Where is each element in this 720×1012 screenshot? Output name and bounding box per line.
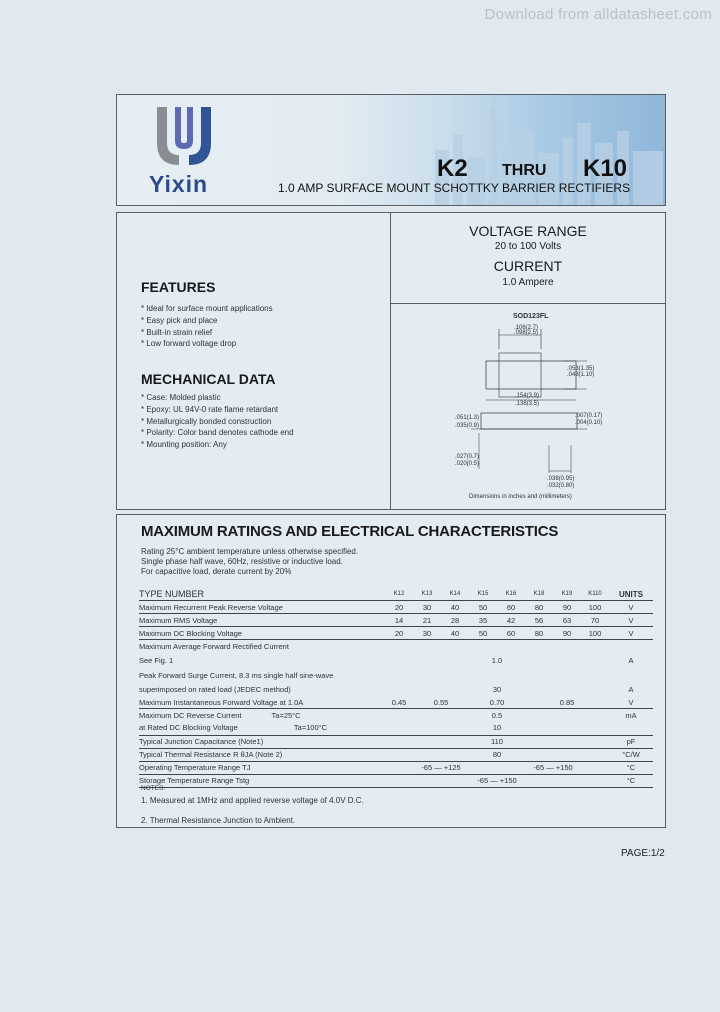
features-title: FEATURES xyxy=(141,279,216,295)
value-cell: 10 xyxy=(492,723,502,733)
value-cell: 0.45 xyxy=(391,697,407,707)
ratings-table xyxy=(139,588,653,788)
dim-label: .035(0.9) xyxy=(455,423,480,429)
table-row xyxy=(139,627,653,640)
dim-label: .053(1.35) xyxy=(567,366,595,372)
current-value: 1.0 Ampere xyxy=(502,277,554,288)
param-label: at Rated DC Blocking Voltage xyxy=(139,723,238,733)
value-cell: 20 xyxy=(385,627,413,640)
notes-heading: NOTES: xyxy=(141,785,166,792)
table-header-row xyxy=(139,588,653,601)
value-cell: 0.55 xyxy=(433,697,449,707)
header-cell: K19 xyxy=(561,591,573,597)
dim-label: .038(0.95) xyxy=(547,476,575,482)
table-row xyxy=(139,682,653,696)
value-cell: 56 xyxy=(525,614,553,627)
yixin-logo-icon xyxy=(151,103,217,171)
package-outline-drawing xyxy=(391,305,665,509)
header-cell: K16 xyxy=(505,591,517,597)
dim-label: .032(0.80) xyxy=(547,483,575,489)
value-cell: 50 xyxy=(469,601,497,614)
unit-cell: mA xyxy=(609,709,653,722)
notes xyxy=(141,785,364,827)
value-cell: 42 xyxy=(497,614,525,627)
value-cell: 63 xyxy=(553,614,581,627)
part-range-end: K10 xyxy=(583,155,628,182)
value-cell: 110 xyxy=(385,735,609,748)
feature-item: * Built-in strain relief xyxy=(141,327,213,337)
table-row xyxy=(139,652,653,668)
value-cell: 90 xyxy=(553,627,581,640)
param-cell: Maximum Instantaneous Forward Voltage at 1.0A xyxy=(139,697,304,707)
table-row xyxy=(139,601,653,614)
value-cell: 70 xyxy=(581,614,609,627)
unit-cell: pF xyxy=(609,735,653,748)
param-cell: Maximum Recurrent Peak Reverse Voltage xyxy=(139,601,385,614)
value-cell: 60 xyxy=(497,627,525,640)
header-banner xyxy=(116,94,666,206)
dim-label: .027(0.7) xyxy=(455,454,480,460)
unit-cell xyxy=(609,721,653,735)
dim-label: .004(0.10) xyxy=(575,420,603,426)
header-cell: K13 xyxy=(421,591,433,597)
dim-label: .098(2.5) xyxy=(514,330,539,336)
value-cell: 100 xyxy=(581,627,609,640)
value-cell: -65 — +150 xyxy=(497,761,609,774)
param-label: Maximum DC Reverse Current xyxy=(139,710,242,720)
header-cell: TYPE NUMBER xyxy=(139,589,205,599)
mechanical-item: * Polarity: Color band denotes cathode end xyxy=(141,428,294,438)
param-cell: Maximum Average Forward Rectified Current xyxy=(139,640,653,653)
brand-name: Yixin xyxy=(149,171,209,197)
header-cell: K12 xyxy=(393,591,405,597)
table-row xyxy=(139,709,653,722)
value-cell: 80 xyxy=(385,748,609,761)
header-cell: K18 xyxy=(533,591,545,597)
features-panel xyxy=(116,212,666,510)
table-row xyxy=(139,721,653,735)
param-cell xyxy=(139,721,385,735)
value-cell: 50 xyxy=(469,627,497,640)
param-cell: Storage Temperature Range Tstg xyxy=(139,774,385,787)
package-name: SOD123FL xyxy=(513,313,549,320)
table-row xyxy=(139,668,653,682)
feature-item: * Low forward voltage drop xyxy=(141,339,237,349)
value-cell: 100 xyxy=(581,601,609,614)
value-cell: 21 xyxy=(413,614,441,627)
table-row xyxy=(139,614,653,627)
param-cell: Maximum RMS Voltage xyxy=(139,614,385,627)
current-title: CURRENT xyxy=(493,258,563,274)
watermark: Download from alldatasheet.com xyxy=(484,6,712,23)
header-cell: UNITS xyxy=(619,589,643,599)
feature-item: * Ideal for surface mount applications xyxy=(141,304,273,313)
value-cell: 0.85 xyxy=(559,697,575,707)
value-cell: 80 xyxy=(525,601,553,614)
page-number: PAGE:1/2 xyxy=(621,848,665,859)
param-cell: Maximum DC Blocking Voltage xyxy=(139,627,385,640)
condition-label: Ta=25°C xyxy=(271,710,301,720)
unit-cell: V xyxy=(609,614,653,627)
value-cell: 0.5 xyxy=(385,709,609,722)
unit-cell: V xyxy=(609,627,653,640)
ratings-intro xyxy=(141,547,358,577)
intro-line: Rating 25°C ambient temperature unless otherwise specified. xyxy=(141,547,359,556)
unit-cell: °C/W xyxy=(609,748,653,761)
note-item: 1. Measured at 1MHz and applied reverse voltage of 4.0V D.C. xyxy=(141,796,364,805)
intro-line: Single phase half wave, 60Hz, resistive or inductive load. xyxy=(141,557,343,566)
ratings-panel xyxy=(116,514,666,828)
table-row xyxy=(139,640,653,653)
dim-label: .106(2.7) xyxy=(514,325,539,331)
unit-cell: V xyxy=(628,697,634,707)
value-cell: 30 xyxy=(492,684,502,694)
param-cell: superimposed on rated load (JEDEC method) xyxy=(139,684,291,694)
param-cell: See Fig. 1 xyxy=(139,655,174,665)
unit-cell: V xyxy=(609,601,653,614)
value-cell: 35 xyxy=(469,614,497,627)
mechanical-item: * Metallurgically bonded construction xyxy=(141,416,272,426)
value-cell: -65 — +125 xyxy=(385,761,497,774)
unit-cell: °C xyxy=(609,774,653,787)
table-row xyxy=(139,735,653,748)
value-cell: 60 xyxy=(497,601,525,614)
unit-cell: A xyxy=(628,684,634,694)
condition-label: Ta=100°C xyxy=(293,723,328,733)
value-cell: 90 xyxy=(553,601,581,614)
mechanical-item: * Epoxy: UL 94V-0 rate flame retardant xyxy=(141,404,279,414)
part-range-thru: THRU xyxy=(502,162,547,179)
intro-line: For capacitive load, derate current by 20% xyxy=(141,567,292,576)
value-cell: 30 xyxy=(413,601,441,614)
mechanical-item: * Case: Molded plastic xyxy=(141,393,221,402)
product-subtitle: 1.0 AMP SURFACE MOUNT SCHOTTKY BARRIER RECTIFIERS xyxy=(278,181,631,195)
datasheet-page xyxy=(116,94,666,828)
dim-label: .043(1.10) xyxy=(567,372,595,378)
value-cell: 30 xyxy=(413,627,441,640)
param-cell xyxy=(139,709,385,722)
value-cell: 14 xyxy=(385,614,413,627)
mechanical-data-list xyxy=(141,392,294,451)
value-cell: 40 xyxy=(441,601,469,614)
param-cell: Operating Temperature Range TJ xyxy=(139,761,385,774)
note-item: 2. Thermal Resistance Junction to Ambient. xyxy=(141,816,296,825)
value-cell: 28 xyxy=(441,614,469,627)
dim-label: .051(1.3) xyxy=(455,415,480,421)
table-row xyxy=(139,748,653,761)
dim-label: .020(0.5) xyxy=(455,461,480,467)
value-cell: -65 — +150 xyxy=(385,774,609,787)
param-cell: Peak Forward Surge Current, 8.3 ms single half sine-wave xyxy=(139,670,334,680)
param-cell: Typical Thermal Resistance R θJA (Note 2) xyxy=(139,748,385,761)
value-cell: 40 xyxy=(441,627,469,640)
table-row xyxy=(139,761,653,774)
dimensions-note: Dimensions in inches and (millimeters) xyxy=(469,494,572,500)
value-cell: 80 xyxy=(525,627,553,640)
unit-cell: A xyxy=(628,655,634,665)
dim-label: .154(3.9) xyxy=(515,393,540,399)
features-list xyxy=(141,303,273,350)
unit-cell: °C xyxy=(609,761,653,774)
ratings-title: MAXIMUM RATINGS AND ELECTRICAL CHARACTERISTICS xyxy=(141,523,559,540)
range-divider xyxy=(391,303,665,304)
header-cell: K15 xyxy=(477,591,489,597)
param-cell: Typical Junction Capacitance (Note1) xyxy=(139,735,385,748)
header-cell: K14 xyxy=(449,591,461,597)
part-range-start: K2 xyxy=(437,155,468,182)
feature-item: * Easy pick and place xyxy=(141,315,218,325)
mechanical-item: * Mounting position: Any xyxy=(141,440,227,450)
value-cell: 1.0 xyxy=(491,655,503,665)
value-cell: 20 xyxy=(385,601,413,614)
header-cell: K110 xyxy=(588,591,602,597)
voltage-range-title: VOLTAGE RANGE xyxy=(469,223,587,239)
dim-label: .007(0.17) xyxy=(575,413,603,419)
table-row xyxy=(139,696,653,709)
voltage-range-value: 20 to 100 Volts xyxy=(494,241,562,252)
value-cell: 0.70 xyxy=(489,697,505,707)
mechanical-data-title: MECHANICAL DATA xyxy=(141,371,276,387)
dim-label: .138(3.5) xyxy=(515,401,540,407)
